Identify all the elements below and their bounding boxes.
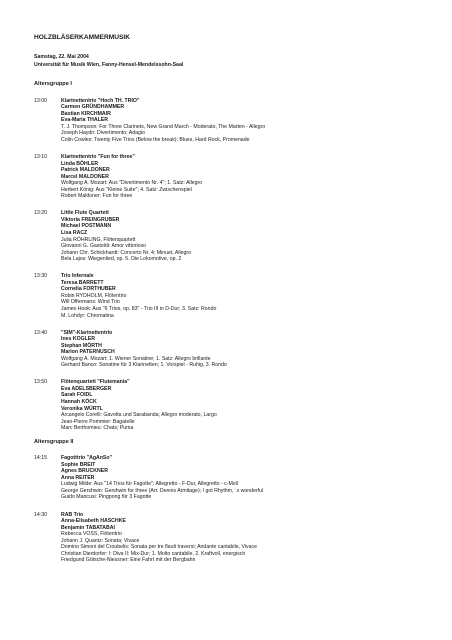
repertoire-line: Marc Berthomieu: Chats; Puma [61,425,134,432]
ensemble-or-performer-line: Michael POSTMANN [61,223,112,230]
ensemble-or-performer-line: Teresa BARRETT [61,279,104,286]
ensemble-or-performer-line: Veronika WÜRTL [61,405,103,412]
ensemble-or-performer-line: Marion PATERNUSCH [61,349,115,356]
repertoire-line: Johann J. Quantz: Sonata; Vivace [61,537,140,544]
ensemble-or-performer-line: Linda BÖHLER [61,160,99,167]
repertoire-line: Domino Simoni del Croubelis: Sonata per tre flauti traversi; Andante cantabile, Vivace [61,544,257,551]
repertoire-line: Will Offermans: Wind Trio [61,299,120,306]
entry-time: 13:20 [34,210,47,217]
ensemble-or-performer-line: Little Flute Quartett [61,210,109,217]
entry-details [61,455,434,501]
ensemble-or-performer-line: Klarinettentrio "Fun for three" [61,154,135,161]
repertoire-line: Robin RYDHOLM, Flötentrio [61,292,127,299]
document-title: HOLZBLÄSERKAMMERMUSIK [34,34,130,41]
age-group-heading: Altersgruppe II [34,438,74,445]
program-entry [34,330,434,369]
ensemble-or-performer-line: "SIM"-Klarinettentrio [61,329,113,336]
ensemble-or-performer-line: Marcel MALDONER [61,173,109,180]
ensemble-or-performer-line: RAB Trio [61,511,84,518]
repertoire-line: Julia RÖHRLING, Flötenquartett [61,236,136,243]
ensemble-or-performer-line: Fagotttrio "AgAnSo" [61,455,113,462]
entry-details [61,330,434,369]
ensemble-or-performer-line: Agnes BRUCKNER [61,468,108,475]
ensemble-or-performer-line: Viktoria FREINGRUBER [61,216,120,223]
entry-details [61,379,434,431]
entry-time: 14:15 [34,455,47,462]
program-entry [34,379,434,431]
entry-list [34,98,434,432]
repertoire-line: James Hook: Aus "6 Trios, op. 83" - Trio III in D-Dur; 3. Satz: Rondo [61,305,217,312]
age-group-heading: Altersgruppe I [34,81,72,88]
entry-details [61,154,434,200]
program-page [34,34,434,564]
repertoire-line: Christian Dierdorfer: I: Diva II: Mix-Dur; 1. Molto cantabile, 2. Kraftvoll, energisch [61,550,246,557]
repertoire-line: Wolfgang A. Mozart: 1. Wiener Sonatine; 1. Satz: Allegro brillante [61,355,211,362]
repertoire-line: Colin Cowles: Twenty Five Trios (Below the break); Blues, Hard Rock, Promenade [61,136,250,143]
entry-time: 14:30 [34,511,47,518]
repertoire-line: Gerhard Banco: Sonatine für 3 Klarinetten; 1. Vorspiel - Ruhig, 3. Rondo [61,362,227,369]
ensemble-or-performer-line: Anna-Elisabeth HASCHKE [61,518,126,525]
ensemble-or-performer-line: Carmen GRÜNDHAMMER [61,104,125,111]
repertoire-line: Rebecca VOSS, Flötentrio [61,531,122,538]
repertoire-line: M. Lohdyr: Chromatina [61,312,114,319]
ensemble-or-performer-line: Bastian KIRCHMAIR [61,110,111,117]
program-entry [34,98,434,144]
entry-details [61,98,434,144]
program-entry [34,512,434,564]
ensemble-or-performer-line: Flötenquartett "Flutemania" [61,379,130,386]
ensemble-or-performer-line: Sarah FOIDL [61,392,93,399]
repertoire-line: Herbert König: Aus "Kleine Suite"; 4. Satz: Zwischenspiel [61,186,192,193]
ensemble-or-performer-line: Eva-Maria THALER [61,117,108,124]
repertoire-line: Friedgund Götsche-Niessner: Eine Fahrt mit der Bergbahn [61,557,196,564]
ensemble-or-performer-line: Patrick MALDONER [61,167,110,174]
ensemble-or-performer-line: Hannah KÖCK [61,398,97,405]
repertoire-line: Giovanni G. Gastoldi: Amor vittorioso [61,243,147,250]
program-groups [34,80,434,564]
ensemble-or-performer-line: Klarinettentrio "Hoch TH. TRIO" [61,97,140,104]
ensemble-or-performer-line: Lisa RACZ [61,229,88,236]
ensemble-or-performer-line: Ines KOGLER [61,336,96,343]
event-date: Samstag, 22. Mai 2004 [34,54,89,60]
ensemble-or-performer-line: Stephan MÖRTH [61,342,102,349]
program-entry [34,455,434,501]
entry-time: 13:30 [34,273,47,280]
program-entry [34,210,434,262]
repertoire-line: Ludwig Milde: Aus "14 Trios für Fagotte"; Allegretto - F-Dur, Allegretto - c-Moll [61,481,238,488]
entry-details [61,512,434,564]
entry-list [34,455,434,564]
repertoire-line: Jean-Pierre Pommier: Bagatelle [61,418,135,425]
program-entry [34,154,434,200]
ensemble-or-performer-line: Eva ADELSBERGER [61,385,112,392]
repertoire-line: Johann Chr. Schickhardt: Concerto Nr. 4; Minuet, Allegro [61,249,192,256]
event-venue: Universität für Musik Wien, Fanny-Hensel-Mendelssohn-Saal [34,61,184,68]
program-entry [34,273,434,319]
repertoire-line: Guido Mancusi: Pingpong für 3 Fagotte [61,494,152,501]
repertoire-line: Arcangelo Corelli: Gavotta und Sarabanda; Allegro moderato, Largo [61,412,217,419]
entry-time: 13:00 [34,97,47,104]
ensemble-or-performer-line: Sophie BREIT [61,461,96,468]
entry-time: 13:50 [34,379,47,386]
entry-time: 13:40 [34,329,47,336]
entry-time: 13:10 [34,154,47,161]
ensemble-or-performer-line: Anna REITER [61,474,95,481]
repertoire-line: Robert Maldoner: Fun for three [61,193,133,200]
repertoire-line: George Gershwin: Gershwin for three (Arr. Dennis Armitage); I got Rhythm, ´s wonderful [61,487,264,494]
repertoire-line: Joseph Haydn: Divertimento; Adagio [61,130,145,137]
entry-details [61,210,434,262]
entry-details [61,273,434,319]
ensemble-or-performer-line: Trio Infernale [61,273,94,280]
repertoire-line: Wolfgang A. Mozart: Aus "Divertimento Nr. 4"; 1. Satz: Allegro [61,180,203,187]
ensemble-or-performer-line: Cornelia FORTHUBER [61,286,116,293]
repertoire-line: Bela Lajos: Wiegenlied, op. 5. Die Lokomotive, op. 2 [61,256,182,263]
repertoire-line: T. J. Thompson: For Three Clarinets, New Grand March - Moderato, The Marten - Allegro [61,123,266,130]
ensemble-or-performer-line: Benjamin TABATABAI [61,524,115,531]
